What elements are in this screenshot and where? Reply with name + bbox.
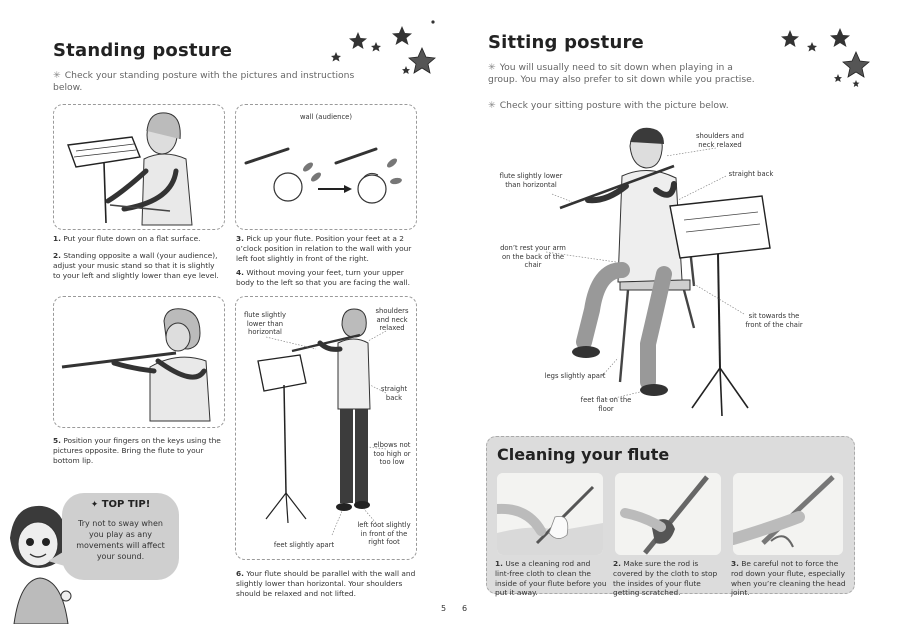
sitting-posture-title: Sitting posture <box>488 32 644 53</box>
star-cluster-right <box>760 18 870 90</box>
star-icon <box>843 52 869 77</box>
top-tip-bubble <box>62 493 179 580</box>
sitting-bullet-2: ✳ Check your sitting posture with the picture below. <box>488 100 729 111</box>
rod-covered-cloth-image <box>615 473 721 555</box>
sparkle-icon: ✳ <box>53 70 61 81</box>
cleaning-photo-2 <box>615 473 721 555</box>
star-icon <box>807 42 817 52</box>
star-icon <box>402 66 410 74</box>
flute-lip-illustration <box>54 297 224 427</box>
star-cluster-left <box>330 18 440 78</box>
step-2: 2. Standing opposite a wall (your audience), adjust your music stand so that it is slightly to your left and slightly lower than eye level. <box>53 251 219 280</box>
sit-label-feet-flat: feet flat on the floor <box>580 396 632 413</box>
step-4: 4. Without moving your feet, turn your upper body to the left so that you are facing the wall. <box>236 268 410 287</box>
cleaning-rod-cloth-image <box>497 473 603 555</box>
label-straight-back: straight back <box>380 385 408 402</box>
cleaning-title: Cleaning your flute <box>497 445 670 464</box>
top-tip-text: Try not to sway when you play as any movements will affect your sound. <box>76 519 165 561</box>
panel-standing-figure <box>235 296 417 560</box>
cleaning-step-2: 2. Make sure the rod is covered by the cloth to stop the insides of your flute getting scratched. <box>613 559 718 598</box>
panel-flute-lip <box>53 296 225 428</box>
cleaning-step-3: 3. Be careful not to force the rod down your flute, especially when you’re cleaning the head joint. <box>731 559 846 598</box>
sparkle-icon: ✦ <box>90 500 99 510</box>
star-icon <box>409 48 435 73</box>
label-shoulders: shoulders and neck relaxed <box>375 307 409 333</box>
step-1: 1. Put your flute down on a flat surface. <box>53 234 201 243</box>
label-flute-lower: flute slightly lower than horizontal <box>243 311 287 337</box>
sit-label-straight-back: straight back <box>728 170 774 178</box>
sparkle-icon: ✳ <box>488 62 496 73</box>
cleaning-step-1: 1. Use a cleaning rod and lint-free cloth to clean the inside of your flute before you put it away. <box>495 559 607 598</box>
star-icon <box>853 80 860 87</box>
sit-label-shoulders: shoulders and neck relaxed <box>696 132 744 149</box>
page-number-right: 6 <box>462 604 468 613</box>
feet-position-diagram <box>236 105 416 229</box>
cleaning-photo-3 <box>733 473 843 555</box>
page-number-left: 5 <box>441 604 447 613</box>
step-3: 3. Pick up your flute. Position your feet at a 2 o’clock position in relation to the wall with your left foot slightly in front of the right. <box>236 234 412 263</box>
sitting-figure-illustration <box>488 120 858 430</box>
top-tip-title: ✦ TOP TIP! <box>90 499 151 510</box>
wall-label: wall (audience) <box>299 113 353 121</box>
sit-label-flute-lower: flute slightly lower than horizontal <box>499 172 563 189</box>
sit-label-legs-apart: legs slightly apart <box>544 372 606 380</box>
cleaning-photo-1 <box>497 473 603 555</box>
sitting-bullet-1: ✳ You will usually need to sit down when playing in a group. You may also prefer to sit down while you practise. <box>488 62 755 85</box>
star-icon <box>331 52 341 62</box>
standing-setup-illustration <box>54 105 224 229</box>
label-elbows: elbows not too high or too low <box>373 441 411 467</box>
label-feet-apart: feet slightly apart <box>273 541 335 549</box>
arrow-right-icon <box>318 185 352 193</box>
star-icon <box>371 42 381 52</box>
panel-wall-diagram <box>235 104 417 230</box>
cleaning-panel <box>486 436 855 598</box>
standing-posture-title: Standing posture <box>53 40 233 61</box>
star-icon <box>349 32 367 49</box>
star-icon <box>781 30 799 47</box>
panel-stand-setup <box>53 104 225 230</box>
star-icon <box>392 26 412 45</box>
step-5: 5. Position your fingers on the keys using the pictures opposite. Bring the flute to your bottom lip. <box>53 436 221 465</box>
sit-label-dont-rest: don’t rest your arm on the back of the chair <box>500 244 566 270</box>
step-6: 6. Your flute should be parallel with the wall and slightly lower than horizontal. Your shoulders should be relaxed and not lifted. <box>236 569 416 598</box>
head-joint-cleaning-image <box>733 473 843 555</box>
star-icon <box>830 28 850 47</box>
label-left-foot: left foot slightly in front of the right foot <box>357 521 411 547</box>
star-icon <box>834 74 842 82</box>
standing-intro: ✳ Check your standing posture with the pictures and instructions below. <box>53 70 355 93</box>
sit-label-front-chair: sit towards the front of the chair <box>745 312 803 329</box>
sparkle-icon: ✳ <box>488 100 496 111</box>
